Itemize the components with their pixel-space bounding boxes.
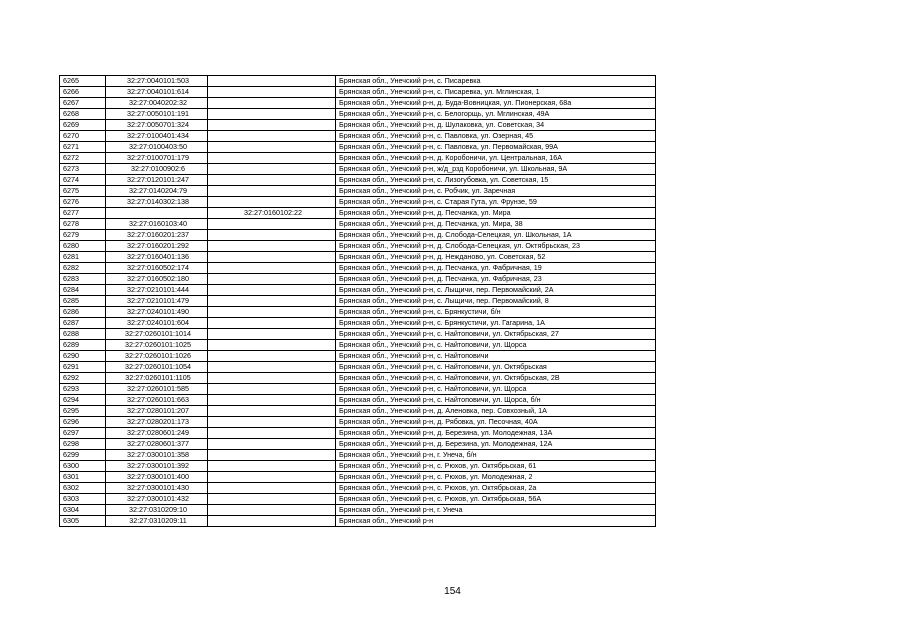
address-cell: Брянская обл., Унечский р-н, с. Найтоповичи, ул. Щорса, б/н: [336, 395, 656, 406]
row-number-cell: 6282: [60, 263, 106, 274]
address-cell: Брянская обл., Унечский р-н, д. Березина, ул. Молодежная, 13А: [336, 428, 656, 439]
cadastral-number-cell: 32:27:0300101:392: [106, 461, 208, 472]
row-number-cell: 6288: [60, 329, 106, 340]
address-cell: Брянская обл., Унечский р-н, с. Робчик, ул. Заречная: [336, 186, 656, 197]
cadastral-number-cell: 32:27:0100403:50: [106, 142, 208, 153]
cadastral-number-cell: 32:27:0300101:430: [106, 483, 208, 494]
address-cell: Брянская обл., Унечский р-н, д. Нежданово, ул. Советская, 52: [336, 252, 656, 263]
address-cell: Брянская обл., Унечский р-н, д. Шулаковка, ул. Советская, 34: [336, 120, 656, 131]
table-row: [60, 285, 656, 296]
address-cell: Брянская обл., Унечский р-н, д. Слобода-Селецкая, ул. Школьная, 1А: [336, 230, 656, 241]
secondary-cadastral-number-cell: [208, 241, 336, 252]
cadastral-number-cell: 32:27:0050701:324: [106, 120, 208, 131]
row-number-cell: 6301: [60, 472, 106, 483]
secondary-cadastral-number-cell: [208, 285, 336, 296]
secondary-cadastral-number-cell: [208, 384, 336, 395]
row-number-cell: 6265: [60, 76, 106, 87]
secondary-cadastral-number-cell: [208, 131, 336, 142]
cadastral-number-cell: 32:27:0160103:40: [106, 219, 208, 230]
table-row: [60, 120, 656, 131]
address-cell: Брянская обл., Унечский р-н, д. Песчанка, ул. Фабричная, 23: [336, 274, 656, 285]
table-row: [60, 76, 656, 87]
cadastral-number-cell: 32:27:0260101:1014: [106, 329, 208, 340]
address-cell: Брянская обл., Унечский р-н, д. Песчанка, ул. Фабричная, 19: [336, 263, 656, 274]
cadastral-number-cell: 32:27:0260101:1026: [106, 351, 208, 362]
address-cell: Брянская обл., Унечский р-н: [336, 516, 656, 527]
address-cell: Брянская обл., Унечский р-н, г. Унеча: [336, 505, 656, 516]
address-cell: Брянская обл., Унечский р-н, д. Березина, ул. Молодежная, 12А: [336, 439, 656, 450]
secondary-cadastral-number-cell: [208, 373, 336, 384]
table-row: [60, 87, 656, 98]
secondary-cadastral-number-cell: [208, 406, 336, 417]
cadastral-number-cell: 32:27:0300101:432: [106, 494, 208, 505]
table-row: [60, 373, 656, 384]
cadastral-number-cell: 32:27:0160201:237: [106, 230, 208, 241]
table-row: [60, 417, 656, 428]
row-number-cell: 6297: [60, 428, 106, 439]
secondary-cadastral-number-cell: [208, 153, 336, 164]
cadastral-number-cell: 32:27:0040101:503: [106, 76, 208, 87]
secondary-cadastral-number-cell: [208, 340, 336, 351]
cadastral-number-cell: 32:27:0260101:1025: [106, 340, 208, 351]
address-cell: Брянская обл., Унечский р-н, д. Песчанка, ул. Мира, 38: [336, 219, 656, 230]
cadastral-number-cell: 32:27:0120101:247: [106, 175, 208, 186]
table-row: [60, 186, 656, 197]
row-number-cell: 6280: [60, 241, 106, 252]
address-cell: Брянская обл., Унечский р-н, д. Буда-Вовницкая, ул. Пионерская, 68а: [336, 98, 656, 109]
table-row: [60, 516, 656, 527]
secondary-cadastral-number-cell: [208, 395, 336, 406]
row-number-cell: 6289: [60, 340, 106, 351]
table-row: [60, 439, 656, 450]
secondary-cadastral-number-cell: [208, 483, 336, 494]
cadastral-number-cell: 32:27:0280601:377: [106, 439, 208, 450]
table-row: [60, 494, 656, 505]
secondary-cadastral-number-cell: [208, 461, 336, 472]
table-row: [60, 252, 656, 263]
secondary-cadastral-number-cell: [208, 494, 336, 505]
secondary-cadastral-number-cell: [208, 87, 336, 98]
secondary-cadastral-number-cell: [208, 351, 336, 362]
secondary-cadastral-number-cell: [208, 109, 336, 120]
row-number-cell: 6281: [60, 252, 106, 263]
address-cell: Брянская обл., Унечский р-н, с. Белогорщь, ул. Мглинская, 49А: [336, 109, 656, 120]
cadastral-number-cell: 32:27:0260101:1054: [106, 362, 208, 373]
secondary-cadastral-number-cell: [208, 296, 336, 307]
address-cell: Брянская обл., Унечский р-н, с. Старая Гута, ул. Фрунзе, 59: [336, 197, 656, 208]
secondary-cadastral-number-cell: 32:27:0160102:22: [208, 208, 336, 219]
table-row: [60, 362, 656, 373]
cadastral-number-cell: 32:27:0100701:179: [106, 153, 208, 164]
table-row: [60, 329, 656, 340]
address-cell: Брянская обл., Унечский р-н, с. Брянкустичи, ул. Гагарина, 1А: [336, 318, 656, 329]
table-row: [60, 395, 656, 406]
row-number-cell: 6303: [60, 494, 106, 505]
table-row: [60, 131, 656, 142]
row-number-cell: 6298: [60, 439, 106, 450]
cadastral-number-cell: 32:27:0280201:173: [106, 417, 208, 428]
row-number-cell: 6287: [60, 318, 106, 329]
row-number-cell: 6279: [60, 230, 106, 241]
address-cell: Брянская обл., Унечский р-н, с. Лизогубовка, ул. Советская, 15: [336, 175, 656, 186]
address-cell: Брянская обл., Унечский р-н, с. Найтоповичи: [336, 351, 656, 362]
row-number-cell: 6275: [60, 186, 106, 197]
secondary-cadastral-number-cell: [208, 98, 336, 109]
row-number-cell: 6300: [60, 461, 106, 472]
address-cell: Брянская обл., Унечский р-н, с. Рюхов, ул. Октябрьская, 56А: [336, 494, 656, 505]
register-table: [59, 75, 656, 527]
register-table-body: [60, 76, 656, 527]
table-row: [60, 505, 656, 516]
address-cell: Брянская обл., Унечский р-н, д. Аленовка, пер. Совхозный, 1А: [336, 406, 656, 417]
address-cell: Брянская обл., Унечский р-н, ж/д_рзд Коробоничи, ул. Школьная, 9А: [336, 164, 656, 175]
cadastral-number-cell: 32:27:0140204:79: [106, 186, 208, 197]
table-row: [60, 98, 656, 109]
table-row: [60, 406, 656, 417]
row-number-cell: 6283: [60, 274, 106, 285]
cadastral-number-cell: 32:27:0040202:32: [106, 98, 208, 109]
secondary-cadastral-number-cell: [208, 417, 336, 428]
cadastral-number-cell: 32:27:0310209:10: [106, 505, 208, 516]
cadastral-number-cell: 32:27:0300101:358: [106, 450, 208, 461]
row-number-cell: 6305: [60, 516, 106, 527]
table-row: [60, 340, 656, 351]
secondary-cadastral-number-cell: [208, 263, 336, 274]
row-number-cell: 6274: [60, 175, 106, 186]
table-row: [60, 428, 656, 439]
secondary-cadastral-number-cell: [208, 142, 336, 153]
row-number-cell: 6277: [60, 208, 106, 219]
secondary-cadastral-number-cell: [208, 329, 336, 340]
address-cell: Брянская обл., Унечский р-н, д. Песчанка, ул. Мира: [336, 208, 656, 219]
secondary-cadastral-number-cell: [208, 164, 336, 175]
cadastral-number-cell: 32:27:0140302:138: [106, 197, 208, 208]
row-number-cell: 6267: [60, 98, 106, 109]
cadastral-number-cell: 32:27:0240101:490: [106, 307, 208, 318]
secondary-cadastral-number-cell: [208, 252, 336, 263]
table-row: [60, 384, 656, 395]
address-cell: Брянская обл., Унечский р-н, с. Рюхов, ул. Октябрьская, 61: [336, 461, 656, 472]
secondary-cadastral-number-cell: [208, 307, 336, 318]
row-number-cell: 6270: [60, 131, 106, 142]
secondary-cadastral-number-cell: [208, 505, 336, 516]
table-row: [60, 175, 656, 186]
address-cell: Брянская обл., Унечский р-н, д. Слобода-Селецкая, ул. Октябрьская, 23: [336, 241, 656, 252]
row-number-cell: 6299: [60, 450, 106, 461]
row-number-cell: 6291: [60, 362, 106, 373]
secondary-cadastral-number-cell: [208, 186, 336, 197]
cadastral-number-cell: 32:27:0280601:249: [106, 428, 208, 439]
row-number-cell: 6284: [60, 285, 106, 296]
secondary-cadastral-number-cell: [208, 175, 336, 186]
table-row: [60, 318, 656, 329]
row-number-cell: 6302: [60, 483, 106, 494]
table-row: [60, 208, 656, 219]
address-cell: Брянская обл., Унечский р-н, с. Найтоповичи, ул. Октябрьская, 2В: [336, 373, 656, 384]
table-row: [60, 351, 656, 362]
table-row: [60, 219, 656, 230]
table-row: [60, 241, 656, 252]
address-cell: Брянская обл., Унечский р-н, с. Найтоповичи, ул. Октябрьская, 27: [336, 329, 656, 340]
address-cell: Брянская обл., Унечский р-н, с. Павловка, ул. Первомайская, 99А: [336, 142, 656, 153]
secondary-cadastral-number-cell: [208, 318, 336, 329]
table-row: [60, 274, 656, 285]
row-number-cell: 6271: [60, 142, 106, 153]
cadastral-number-cell: 32:27:0160502:180: [106, 274, 208, 285]
row-number-cell: 6296: [60, 417, 106, 428]
secondary-cadastral-number-cell: [208, 362, 336, 373]
address-cell: Брянская обл., Унечский р-н, с. Лыщичи, пер. Первомайский, 8: [336, 296, 656, 307]
table-row: [60, 307, 656, 318]
row-number-cell: 6294: [60, 395, 106, 406]
address-cell: Брянская обл., Унечский р-н, г. Унеча, б/н: [336, 450, 656, 461]
row-number-cell: 6285: [60, 296, 106, 307]
table-row: [60, 230, 656, 241]
cadastral-number-cell: 32:27:0260101:663: [106, 395, 208, 406]
secondary-cadastral-number-cell: [208, 197, 336, 208]
cadastral-number-cell: 32:27:0210101:444: [106, 285, 208, 296]
row-number-cell: 6295: [60, 406, 106, 417]
table-row: [60, 450, 656, 461]
row-number-cell: 6292: [60, 373, 106, 384]
row-number-cell: 6276: [60, 197, 106, 208]
table-row: [60, 153, 656, 164]
secondary-cadastral-number-cell: [208, 472, 336, 483]
table-row: [60, 263, 656, 274]
row-number-cell: 6272: [60, 153, 106, 164]
cadastral-number-cell: 32:27:0240101:604: [106, 318, 208, 329]
cadastral-number-cell: 32:27:0100902:6: [106, 164, 208, 175]
table-row: [60, 472, 656, 483]
cadastral-number-cell: 32:27:0300101:400: [106, 472, 208, 483]
address-cell: Брянская обл., Унечский р-н, с. Найтоповичи, ул. Щорса: [336, 340, 656, 351]
cadastral-number-cell: 32:27:0160502:174: [106, 263, 208, 274]
address-cell: Брянская обл., Унечский р-н, с. Рюхов, ул. Молодежная, 2: [336, 472, 656, 483]
cadastral-number-cell: 32:27:0040101:614: [106, 87, 208, 98]
table-row: [60, 142, 656, 153]
address-cell: Брянская обл., Унечский р-н, с. Найтоповичи, ул. Щорса: [336, 384, 656, 395]
address-cell: Брянская обл., Унечский р-н, с. Писаревка, ул. Мглинская, 1: [336, 87, 656, 98]
cadastral-number-cell: 32:27:0160201:292: [106, 241, 208, 252]
row-number-cell: 6269: [60, 120, 106, 131]
page-number: 154: [444, 586, 461, 597]
address-cell: Брянская обл., Унечский р-н, д. Рябовка, ул. Песочная, 40А: [336, 417, 656, 428]
table-row: [60, 164, 656, 175]
table-row: [60, 461, 656, 472]
table-row: [60, 296, 656, 307]
address-cell: Брянская обл., Унечский р-н, д. Коробоничи, ул. Центральная, 16А: [336, 153, 656, 164]
row-number-cell: 6268: [60, 109, 106, 120]
address-cell: Брянская обл., Унечский р-н, с. Рюхов, ул. Октябрьская, 2а: [336, 483, 656, 494]
secondary-cadastral-number-cell: [208, 274, 336, 285]
address-cell: Брянская обл., Унечский р-н, с. Брянкустичи, б/н: [336, 307, 656, 318]
row-number-cell: 6293: [60, 384, 106, 395]
cadastral-number-cell: 32:27:0260101:585: [106, 384, 208, 395]
secondary-cadastral-number-cell: [208, 428, 336, 439]
cadastral-number-cell: 32:27:0280101:207: [106, 406, 208, 417]
cadastral-number-cell: 32:27:0050101:191: [106, 109, 208, 120]
table-row: [60, 197, 656, 208]
cadastral-number-cell: 32:27:0310209:11: [106, 516, 208, 527]
secondary-cadastral-number-cell: [208, 439, 336, 450]
row-number-cell: 6273: [60, 164, 106, 175]
secondary-cadastral-number-cell: [208, 450, 336, 461]
cadastral-number-cell: 32:27:0260101:1105: [106, 373, 208, 384]
row-number-cell: 6304: [60, 505, 106, 516]
row-number-cell: 6266: [60, 87, 106, 98]
cadastral-number-cell: 32:27:0210101:479: [106, 296, 208, 307]
cadastral-number-cell: 32:27:0160401:136: [106, 252, 208, 263]
address-cell: Брянская обл., Унечский р-н, с. Найтоповичи, ул. Октябрьская: [336, 362, 656, 373]
cadastral-number-cell: [106, 208, 208, 219]
table-row: [60, 109, 656, 120]
secondary-cadastral-number-cell: [208, 219, 336, 230]
table-row: [60, 483, 656, 494]
address-cell: Брянская обл., Унечский р-н, с. Писаревка: [336, 76, 656, 87]
secondary-cadastral-number-cell: [208, 120, 336, 131]
address-cell: Брянская обл., Унечский р-н, с. Павловка, ул. Озерная, 45: [336, 131, 656, 142]
row-number-cell: 6278: [60, 219, 106, 230]
address-cell: Брянская обл., Унечский р-н, с. Лыщичи, пер. Первомайский, 2А: [336, 285, 656, 296]
secondary-cadastral-number-cell: [208, 230, 336, 241]
cadastral-number-cell: 32:27:0100401:434: [106, 131, 208, 142]
row-number-cell: 6286: [60, 307, 106, 318]
row-number-cell: 6290: [60, 351, 106, 362]
secondary-cadastral-number-cell: [208, 76, 336, 87]
secondary-cadastral-number-cell: [208, 516, 336, 527]
